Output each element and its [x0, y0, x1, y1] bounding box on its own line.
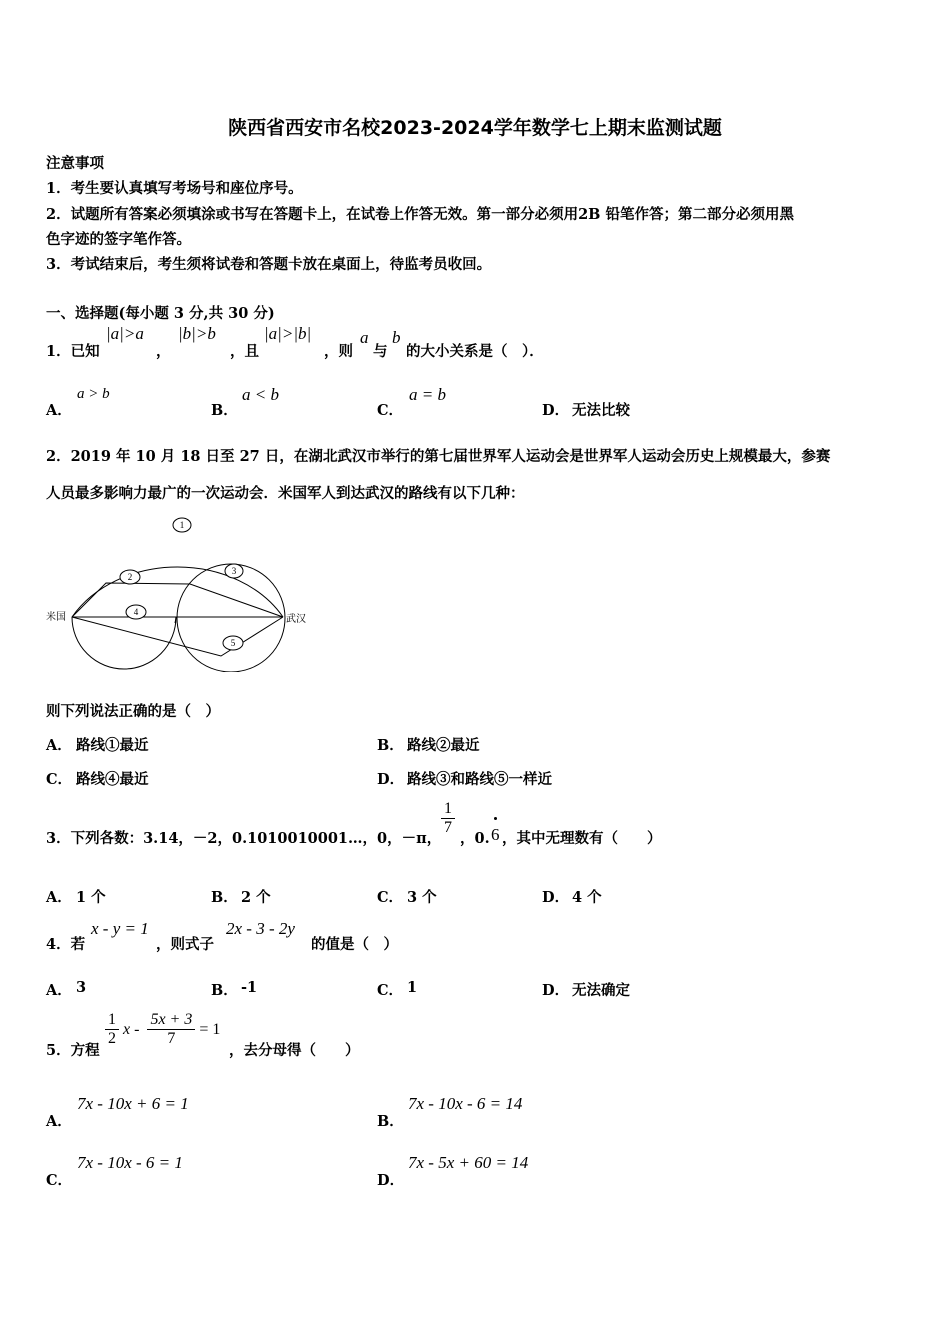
q1-option-d-letter: D． [542, 402, 570, 419]
q5-f2-num: 5x + 3 [147, 1011, 195, 1030]
left-circle-arc [72, 617, 176, 669]
fraction-5x3-over-7 [147, 1011, 195, 1048]
q1-suffix: 的大小关系是（ ）． [406, 343, 544, 360]
q1-cond3: |a|>|b| [264, 324, 312, 343]
q5-prefix: 5．方程 [46, 1042, 100, 1059]
q5-option-c-letter: C． [46, 1172, 73, 1189]
q2-option-a-letter: A． [46, 737, 72, 754]
q3-option-d-text: 4 个 [572, 889, 602, 906]
q2-option-d-letter: D． [377, 771, 405, 788]
routes-diagram [40, 512, 330, 672]
q1-with: 与 [373, 343, 388, 360]
notice-heading: 注意事项 [46, 155, 104, 172]
q1-sep1: ， [156, 343, 171, 360]
q1-option-a-text: a > b [77, 386, 110, 402]
q3-sep: ，0. [460, 830, 490, 847]
q2-option-c-text: 路线④最近 [76, 771, 149, 788]
q4-option-c-letter: C． [377, 982, 404, 999]
page-title: 陕西省西安市名校2023-2024学年数学七上期末监测试题 [228, 117, 722, 139]
q2-option-b-text: 路线②最近 [407, 737, 480, 754]
q3-option-b-letter: B． [211, 889, 238, 906]
q4-option-a-letter: A． [46, 982, 72, 999]
route-3-circle [177, 564, 285, 672]
route-2-label: 2 [127, 572, 133, 582]
q1-cond2: |b|>b [178, 324, 216, 343]
notice-item: 1．考生要认真填写考场号和座位序号。 [46, 180, 303, 197]
q5-option-b-text: 7x - 10x - 6 = 14 [408, 1094, 523, 1113]
q1-prefix: 1．已知 [46, 343, 100, 360]
q4-suffix: 的值是（ ） [311, 936, 398, 953]
q1-option-a-letter: A． [46, 402, 72, 419]
q1-sep3: ，则 [324, 343, 353, 360]
q5-option-c-text: 7x - 10x - 6 = 1 [77, 1153, 183, 1172]
route-4-label: 4 [133, 607, 139, 617]
q3-option-a-text: 1 个 [76, 889, 106, 906]
q1-option-d-text: 无法比较 [572, 402, 630, 419]
q4-option-b-text: -1 [241, 979, 258, 996]
q5-rhs: = 1 [199, 1020, 221, 1038]
q3-repeating-digit [491, 825, 500, 845]
route-1-label: 1 [179, 520, 185, 530]
q4-option-a-text: 3 [76, 979, 87, 996]
q3-prefix: 3．下列各数：3.14，－2，0.1010010001…，0，－π， [46, 830, 442, 847]
q5-option-b-letter: B． [377, 1113, 404, 1130]
q1-var-b: b [392, 328, 401, 347]
q3-suffix: ，其中无理数有（ ） [502, 830, 662, 847]
q2-question: 则下列说法正确的是（ ） [46, 703, 220, 720]
q3-frac-den: 7 [444, 819, 452, 836]
q3-option-d-letter: D． [542, 889, 570, 906]
q2-option-c-letter: C． [46, 771, 73, 788]
q4-mid: ，则式子 [156, 936, 214, 953]
q3-option-a-letter: A． [46, 889, 72, 906]
q5-equation [105, 1011, 220, 1048]
q2-option-b-letter: B． [377, 737, 404, 754]
q5-f1-num: 1 [105, 1011, 119, 1030]
q2-line2: 人员最多影响力最广的一次运动会．米国军人到达武汉的路线有以下几种： [46, 485, 525, 502]
notice-item: 色字迹的签字笔作答。 [46, 231, 191, 248]
q4-expression: 2x - 3 - 2y [226, 919, 295, 938]
q1-option-c-letter: C． [377, 402, 404, 419]
q2-option-a-text: 路线①最近 [76, 737, 149, 754]
route-5-label: 5 [230, 638, 236, 648]
q5-var-mid: x - [123, 1020, 140, 1038]
start-label: 米国 [46, 612, 66, 623]
q3-fraction [441, 800, 455, 837]
notice-item: 3．考试结束后，考生须将试卷和答题卡放在桌面上，待监考员收回。 [46, 256, 492, 273]
q1-option-c-text: a = b [409, 385, 446, 404]
q4-option-b-letter: B． [211, 982, 238, 999]
q5-suffix: ，去分母得（ ） [229, 1042, 360, 1059]
fraction-one-half [105, 1011, 119, 1048]
fraction-one-seventh [441, 800, 455, 837]
q1-option-b-text: a < b [242, 385, 279, 404]
route-3-label: 3 [231, 566, 237, 576]
q3-frac-num: 1 [441, 800, 455, 819]
q1-cond1: |a|>a [106, 324, 144, 343]
notice-item: 2．试题所有答案必须填涂或书写在答题卡上，在试卷上作答无效。第一部分必须用2B 铅笔作答；第二部分必须用黑 [46, 206, 794, 223]
q4-option-d-text: 无法确定 [572, 982, 630, 999]
q5-f1-den: 2 [108, 1030, 116, 1047]
q3-option-b-text: 2 个 [241, 889, 271, 906]
section-heading: 一、选择题(每小题 3 分,共 30 分) [46, 305, 275, 322]
q5-option-a-letter: A． [46, 1113, 72, 1130]
q1-var-a: a [360, 328, 369, 347]
q1-sep2: ，且 [230, 343, 259, 360]
q2-option-d-text: 路线③和路线⑤一样近 [407, 771, 552, 788]
q5-f2-den: 7 [167, 1030, 176, 1047]
q5-option-d-letter: D． [377, 1172, 405, 1189]
q5-option-d-text: 7x - 5x + 60 = 14 [408, 1153, 529, 1172]
q4-prefix: 4．若 [46, 936, 86, 953]
q4-option-d-letter: D． [542, 982, 570, 999]
end-label: 武汉 [286, 614, 306, 625]
q4-option-c-text: 1 [407, 979, 418, 996]
q2-line1: 2．2019 年 10 月 18 日至 27 日，在湖北武汉市举行的第七届世界军人运动会是世界军人运动会历史上规模最大，参赛 [46, 448, 831, 465]
repeat-digit: 6 [491, 825, 500, 844]
q3-option-c-text: 3 个 [407, 889, 437, 906]
q4-condition: x - y = 1 [91, 919, 149, 938]
q3-option-c-letter: C． [377, 889, 404, 906]
q5-option-a-text: 7x - 10x + 6 = 1 [77, 1094, 189, 1113]
q1-option-b-letter: B． [211, 402, 238, 419]
